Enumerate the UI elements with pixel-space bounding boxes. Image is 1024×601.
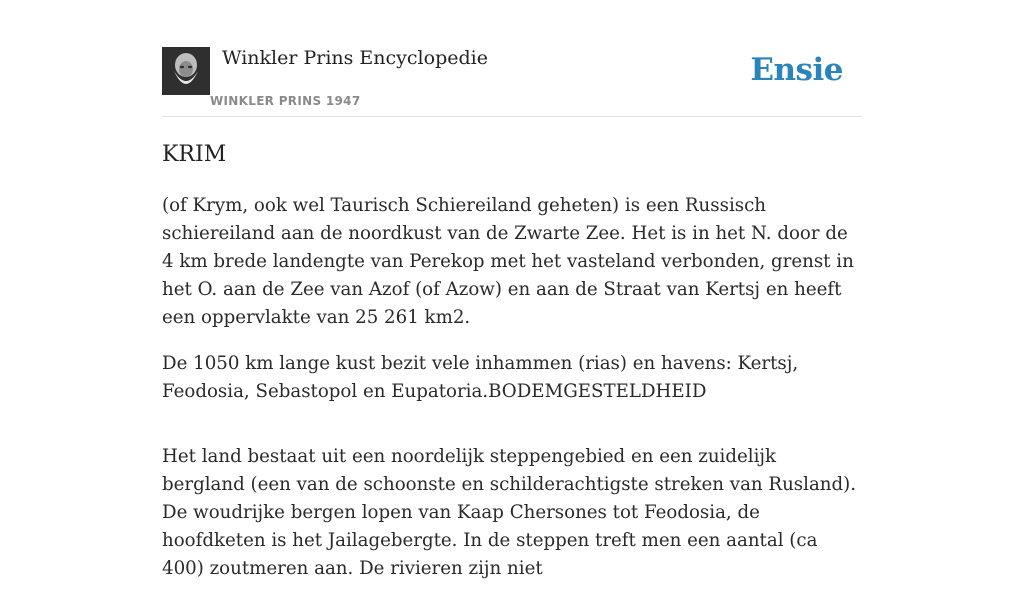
article-body [162, 140, 862, 601]
article-paragraph: (of Krym, ook wel Taurisch Schiereiland geheten) is een Russisch schiereiland aan de noordkust van de Zwarte Zee. Het is in het N. door de 4 km brede landengte van Perekop met het vasteland verbonden, grenst in het O. aan de Zee van Azof (of Azow) en aan de Straat van Kertsj en heeft een oppervlakte van 25 261 km2. [162, 195, 854, 328]
source-subtitle: WINKLER PRINS 1947 [210, 94, 361, 108]
brand-logo[interactable]: Ensie [750, 52, 843, 88]
portrait-avatar[interactable] [162, 47, 210, 95]
source-header [162, 46, 862, 117]
article-paragraph: Het land bestaat uit een noordelijk steppengebied en een zuidelijk bergland (een van de schoonste en schilderachtigste streken van Rusland). De woudrijke bergen lopen van Kaap Chersones tot Feodosia, de hoofdketen is het Jailagebergte. In de steppen treft men een aantal (ca 400) zoutmeren aan. De rivieren zijn niet [162, 446, 857, 579]
source-title[interactable]: Winkler Prins Encyclopedie [222, 47, 488, 69]
article-paragraph: De 1050 km lange kust bezit vele inhammen (rias) en havens: Kertsj, Feodosia, Sebastopol en Eupatoria.BODEMGESTELDHEID [162, 353, 799, 402]
portrait-icon [162, 47, 210, 95]
article-title: KRIM [162, 142, 227, 167]
